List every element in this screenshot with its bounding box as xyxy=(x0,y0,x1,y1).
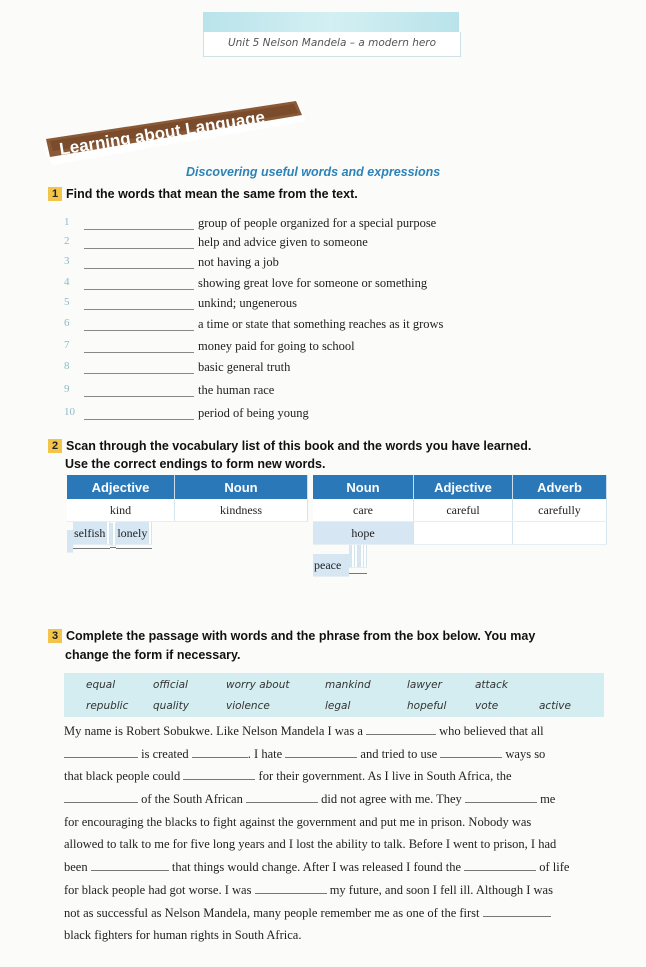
passage-text: . I hate xyxy=(247,746,283,761)
table-cell[interactable] xyxy=(513,522,607,545)
passage-text: ways so xyxy=(505,746,546,761)
ex1-number: 1 xyxy=(48,187,62,201)
word-option: vote xyxy=(475,700,499,712)
table-cell[interactable] xyxy=(364,545,367,568)
passage-text: been xyxy=(64,860,88,875)
answer-blank[interactable] xyxy=(464,860,536,871)
answer-blank[interactable] xyxy=(465,792,537,803)
table-row xyxy=(67,499,308,522)
item-number: 1 xyxy=(64,216,70,228)
list-item xyxy=(64,317,524,335)
word-option: mankind xyxy=(325,679,371,691)
answer-blank[interactable] xyxy=(84,229,194,230)
passage-line xyxy=(64,788,609,811)
item-definition: money paid for going to school xyxy=(198,339,355,353)
answer-blank[interactable] xyxy=(255,883,327,894)
passage-text: that black people could xyxy=(64,769,181,784)
item-definition: a time or state that something reaches as it grows xyxy=(198,317,444,331)
table-cell: careful xyxy=(414,499,513,522)
passage-text: me xyxy=(540,792,556,807)
answer-blank[interactable] xyxy=(64,747,138,758)
table-cell: kind xyxy=(67,499,175,522)
table-cell: care xyxy=(313,499,414,522)
table-cell: kindness xyxy=(175,499,308,522)
item-number: 4 xyxy=(64,276,70,288)
answer-blank[interactable] xyxy=(285,747,357,758)
answer-blank[interactable] xyxy=(246,792,318,803)
word-option: republic xyxy=(86,700,129,712)
word-option: attack xyxy=(475,679,508,691)
word-option: active xyxy=(539,700,571,712)
answer-blank[interactable] xyxy=(84,330,194,331)
answer-blank[interactable] xyxy=(64,792,138,803)
passage-line xyxy=(64,879,609,902)
list-item xyxy=(64,216,524,234)
word-option: violence xyxy=(226,700,270,712)
list-item xyxy=(64,296,524,314)
item-definition: the human race xyxy=(198,383,275,397)
table-row xyxy=(73,522,110,549)
answer-blank[interactable] xyxy=(84,289,194,290)
word-form-table-1 xyxy=(67,475,308,549)
item-number: 5 xyxy=(64,296,70,308)
list-item xyxy=(64,406,524,424)
passage-line xyxy=(64,833,609,856)
list-item xyxy=(64,235,524,253)
passage-line xyxy=(64,902,609,925)
passage-line xyxy=(64,924,609,947)
word-option: legal xyxy=(325,700,351,712)
item-definition: showing great love for someone or something xyxy=(198,276,428,290)
answer-blank[interactable] xyxy=(84,268,194,269)
passage-text: for their government. As I live in South Africa, the xyxy=(258,769,512,784)
answer-blank[interactable] xyxy=(366,724,436,735)
answer-blank[interactable] xyxy=(84,396,194,397)
word-option: worry about xyxy=(226,679,290,691)
word-form-table-2 xyxy=(313,475,607,574)
answer-blank[interactable] xyxy=(440,747,502,758)
table-cell: carefully xyxy=(513,499,607,522)
item-number: 2 xyxy=(64,235,70,247)
item-number: 3 xyxy=(64,255,70,267)
passage-text: who believed that all xyxy=(439,724,544,738)
item-definition: not having a job xyxy=(198,255,279,269)
table-cell[interactable] xyxy=(149,522,152,545)
list-item xyxy=(64,276,524,294)
passage-line xyxy=(64,743,609,766)
passage-text: of life xyxy=(539,860,570,875)
passage-line xyxy=(64,720,609,743)
passage-line xyxy=(64,856,609,879)
list-item xyxy=(64,383,524,401)
passage-text: did not agree with me. They xyxy=(321,792,462,807)
ex2-title-line2: Use the correct endings to form new words. xyxy=(65,457,326,471)
passage-text: my future, and soon I fell ill. Although I was xyxy=(329,882,553,897)
answer-blank[interactable] xyxy=(84,248,194,249)
ex3-title-line1: Complete the passage with words and the phrase from the box below. You may xyxy=(66,629,536,643)
answer-blank[interactable] xyxy=(483,906,551,917)
unit-title: Unit 5 Nelson Mandela – a modern hero xyxy=(227,37,437,49)
word-option: quality xyxy=(153,700,189,712)
answer-blank[interactable] xyxy=(84,309,194,310)
passage-text: My name is Robert Sobukwe. Like Nelson Mandela I was a xyxy=(64,724,363,738)
answer-blank[interactable] xyxy=(192,747,248,758)
answer-blank[interactable] xyxy=(84,352,194,353)
table-row xyxy=(313,522,607,545)
passage-line xyxy=(64,765,609,788)
passage-line xyxy=(64,811,609,834)
passage-text: and tried to use xyxy=(360,746,438,761)
ex3-title-line2: change the form if necessary. xyxy=(65,648,241,662)
table-cell: selfish xyxy=(73,522,107,545)
answer-blank[interactable] xyxy=(183,769,255,780)
list-item xyxy=(64,360,524,378)
ex2-number: 2 xyxy=(48,439,62,453)
passage-text: of the South African xyxy=(141,792,243,807)
list-item xyxy=(64,339,524,357)
word-option: official xyxy=(153,679,188,691)
item-definition: help and advice given to someone xyxy=(198,235,368,249)
passage-text: for black people had got worse. I was xyxy=(64,882,252,897)
table-cell: hope xyxy=(313,522,414,545)
ex2-title xyxy=(48,439,531,453)
passage-text: black fighters for human rights in South Africa. xyxy=(64,928,302,943)
item-number: 6 xyxy=(64,317,70,329)
word-box xyxy=(64,673,604,717)
column-header: Adverb xyxy=(513,475,607,499)
ex1-title xyxy=(48,187,358,201)
table-row xyxy=(358,545,367,574)
item-definition: unkind; ungenerous xyxy=(198,296,297,310)
column-header: Noun xyxy=(313,475,414,499)
table-cell: peace xyxy=(313,554,343,577)
table-cell: lonely xyxy=(116,522,149,545)
item-definition: group of people organized for a special purpose xyxy=(198,216,437,230)
header-decoration xyxy=(203,12,459,32)
column-header: Noun xyxy=(175,475,308,499)
passage-text: allowed to talk to me for five long years and I lost the ability to talk. Before I went to prison, I had xyxy=(64,837,557,852)
item-number: 8 xyxy=(64,360,70,372)
column-header: Adjective xyxy=(414,475,513,499)
word-option: hopeful xyxy=(407,700,447,712)
passage-text: that things would change. After I was released I found the xyxy=(171,860,462,875)
item-definition: basic general truth xyxy=(198,360,291,374)
table-row xyxy=(349,545,358,574)
answer-blank[interactable] xyxy=(84,373,194,374)
ex3-number: 3 xyxy=(48,629,62,643)
word-option: lawyer xyxy=(407,679,442,691)
passage xyxy=(64,720,609,947)
item-number: 10 xyxy=(64,406,75,418)
item-definition: period of being young xyxy=(198,406,309,420)
passage-text: is created xyxy=(141,746,189,761)
table-row xyxy=(313,554,349,565)
ex3-title xyxy=(48,629,535,643)
item-number: 9 xyxy=(64,383,70,395)
passage-text: not as successful as Nelson Mandela, many people remember me as one of the first xyxy=(64,905,480,920)
answer-blank[interactable] xyxy=(91,860,169,871)
ex1-title-text: Find the words that mean the same from the text. xyxy=(66,187,358,201)
item-number: 7 xyxy=(64,339,70,351)
table-row xyxy=(116,522,152,549)
ex2-title-line1: Scan through the vocabulary list of this book and the words you have learned. xyxy=(66,439,532,453)
section-subheading: Discovering useful words and expressions xyxy=(186,165,441,179)
list-item xyxy=(64,255,524,273)
answer-blank[interactable] xyxy=(84,419,194,420)
unit-header xyxy=(203,32,461,57)
table-cell[interactable] xyxy=(414,522,513,545)
passage-text: for encouraging the blacks to fight against the government and put me in prison. Nobody was xyxy=(64,814,532,829)
table-row xyxy=(313,499,607,522)
banner-title: Learning about Language xyxy=(58,107,267,159)
column-header: Adjective xyxy=(67,475,175,499)
word-option: equal xyxy=(86,679,116,691)
